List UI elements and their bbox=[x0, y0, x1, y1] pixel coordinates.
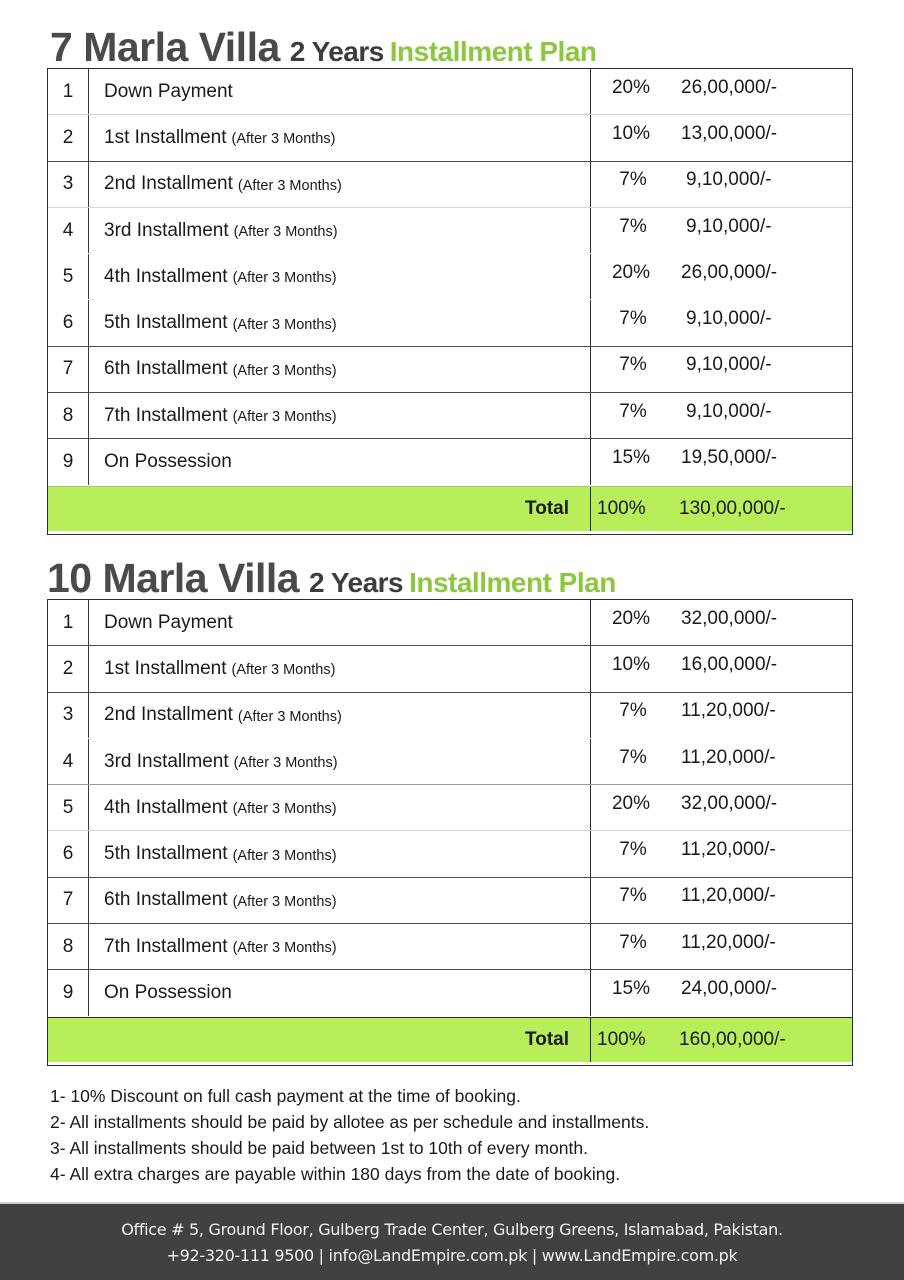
row-amount: 11,20,000/- bbox=[681, 700, 776, 722]
row-label: 2nd Installment bbox=[104, 173, 233, 195]
row-amount: 9,10,000/- bbox=[686, 169, 772, 191]
row-number: 5 bbox=[48, 785, 89, 830]
row-label: Down Payment bbox=[104, 611, 233, 633]
row-number: 4 bbox=[48, 739, 89, 784]
row-percent: 7% bbox=[619, 931, 647, 953]
table-row bbox=[48, 115, 852, 161]
row-description bbox=[89, 970, 591, 1015]
row-number: 8 bbox=[48, 924, 89, 969]
total-amount: 130,00,000/- bbox=[679, 497, 786, 519]
row-number: 1 bbox=[48, 600, 89, 645]
row-amount: 19,50,000/- bbox=[681, 447, 778, 469]
plan-title-label: Installment Plan bbox=[389, 36, 597, 67]
terms-notes bbox=[50, 1083, 649, 1187]
row-label: On Possession bbox=[104, 451, 232, 473]
row-label: Down Payment bbox=[104, 80, 233, 102]
row-amount: 9,10,000/- bbox=[686, 400, 772, 422]
row-percent: 7% bbox=[619, 885, 647, 907]
total-row bbox=[48, 486, 852, 531]
total-label: Total bbox=[48, 487, 591, 531]
row-number: 4 bbox=[48, 208, 89, 253]
row-note: (After 3 Months) bbox=[232, 362, 337, 379]
row-amount: 9,10,000/- bbox=[686, 308, 772, 330]
table-row bbox=[48, 924, 852, 970]
row-description bbox=[89, 162, 591, 207]
row-amount: 26,00,000/- bbox=[681, 261, 778, 283]
footer-address: Office # 5, Ground Floor, Gulberg Trade Center, Gulberg Greens, Islamabad, Pakistan. bbox=[121, 1220, 783, 1239]
row-note: (After 3 Months) bbox=[237, 177, 342, 194]
row-description bbox=[89, 208, 591, 253]
row-note: (After 3 Months) bbox=[231, 131, 336, 148]
row-amount: 9,10,000/- bbox=[686, 354, 772, 376]
total-label: Total bbox=[48, 1018, 591, 1062]
row-description bbox=[89, 69, 591, 114]
row-percent: 7% bbox=[619, 215, 647, 237]
total-amount: 160,00,000/- bbox=[679, 1028, 786, 1050]
row-number: 3 bbox=[48, 693, 89, 738]
row-percent: 20% bbox=[611, 792, 651, 814]
row-description bbox=[89, 785, 591, 830]
plan-title-7-marla bbox=[50, 24, 597, 71]
row-number: 7 bbox=[48, 347, 89, 392]
total-row bbox=[48, 1017, 852, 1062]
row-number: 1 bbox=[48, 69, 89, 114]
table-row bbox=[48, 208, 852, 254]
plan-title-size: 10 Marla Villa bbox=[47, 555, 300, 601]
table-row bbox=[48, 878, 852, 924]
row-number: 8 bbox=[48, 393, 89, 438]
row-number: 9 bbox=[48, 970, 89, 1015]
row-label: 5th Installment bbox=[104, 843, 228, 865]
plan-title-duration: 2 Years bbox=[309, 567, 404, 598]
table-row bbox=[48, 785, 852, 831]
row-note: (After 3 Months) bbox=[232, 893, 337, 910]
row-label: 1st Installment bbox=[104, 657, 227, 679]
row-amount: 13,00,000/- bbox=[681, 122, 778, 144]
row-label: 4th Installment bbox=[104, 265, 228, 287]
row-label: 4th Installment bbox=[104, 796, 228, 818]
row-number: 9 bbox=[48, 439, 89, 484]
row-description bbox=[89, 693, 591, 738]
plan-title-size: 7 Marla Villa bbox=[50, 24, 280, 70]
row-amount: 11,20,000/- bbox=[681, 839, 776, 861]
row-percent: 7% bbox=[619, 354, 647, 376]
row-percent: 7% bbox=[619, 308, 647, 330]
note-item: 2- All installments should be paid by allotee as per schedule and installments. bbox=[50, 1112, 650, 1132]
row-amount: 11,20,000/- bbox=[681, 931, 776, 953]
row-number: 6 bbox=[48, 831, 89, 876]
row-number: 6 bbox=[48, 300, 89, 345]
row-description bbox=[89, 878, 591, 923]
row-amount: 24,00,000/- bbox=[681, 978, 778, 1000]
table-row bbox=[48, 254, 852, 300]
row-label: 2nd Installment bbox=[104, 704, 233, 726]
row-number: 2 bbox=[48, 115, 89, 160]
row-percent: 10% bbox=[611, 653, 651, 675]
note-item: 4- All extra charges are payable within 180 days from the date of booking. bbox=[50, 1164, 621, 1184]
row-percent: 15% bbox=[611, 978, 651, 1000]
row-amount: 9,10,000/- bbox=[686, 215, 772, 237]
row-percent: 7% bbox=[619, 839, 647, 861]
row-note: (After 3 Months) bbox=[237, 708, 342, 725]
table-row bbox=[48, 439, 852, 485]
row-description bbox=[89, 600, 591, 645]
row-label: 1st Installment bbox=[104, 126, 227, 148]
plan-title-label: Installment Plan bbox=[409, 567, 616, 598]
row-percent: 20% bbox=[611, 607, 651, 629]
row-percent: 7% bbox=[619, 169, 647, 191]
table-row bbox=[48, 693, 852, 739]
row-description bbox=[89, 831, 591, 876]
row-description bbox=[89, 300, 591, 345]
row-note: (After 3 Months) bbox=[232, 801, 337, 818]
row-description bbox=[89, 254, 591, 299]
installment-table-10-marla bbox=[47, 599, 853, 1066]
row-description bbox=[89, 739, 591, 784]
table-row bbox=[48, 347, 852, 393]
footer-contact-bar bbox=[0, 1202, 904, 1280]
row-amount: 16,00,000/- bbox=[681, 653, 778, 675]
row-amount: 26,00,000/- bbox=[681, 76, 778, 98]
installment-table-7-marla bbox=[47, 68, 853, 535]
row-note: (After 3 Months) bbox=[232, 270, 337, 287]
row-amount: 32,00,000/- bbox=[681, 607, 778, 629]
table-row bbox=[48, 739, 852, 785]
row-number: 7 bbox=[48, 878, 89, 923]
row-number: 5 bbox=[48, 254, 89, 299]
row-description bbox=[89, 347, 591, 392]
row-note: (After 3 Months) bbox=[232, 940, 337, 957]
row-percent: 7% bbox=[619, 700, 647, 722]
row-label: 7th Installment bbox=[104, 935, 228, 957]
row-label: 3rd Installment bbox=[104, 219, 229, 241]
row-amount: 11,20,000/- bbox=[681, 885, 776, 907]
row-label: 3rd Installment bbox=[104, 750, 229, 772]
row-note: (After 3 Months) bbox=[233, 224, 338, 241]
row-label: 6th Installment bbox=[104, 358, 228, 380]
total-percent: 100% bbox=[597, 497, 646, 519]
total-percent: 100% bbox=[597, 1028, 646, 1050]
row-percent: 7% bbox=[619, 400, 647, 422]
row-note: (After 3 Months) bbox=[232, 847, 337, 864]
plan-title-duration: 2 Years bbox=[289, 36, 384, 67]
row-percent: 20% bbox=[611, 261, 651, 283]
table-row bbox=[48, 162, 852, 208]
row-number: 2 bbox=[48, 646, 89, 691]
table-row bbox=[48, 831, 852, 877]
plan-title-10-marla bbox=[47, 555, 616, 602]
row-description bbox=[89, 393, 591, 438]
table-row bbox=[48, 69, 852, 115]
row-number: 3 bbox=[48, 162, 89, 207]
row-label: 6th Installment bbox=[104, 889, 228, 911]
table-row bbox=[48, 393, 852, 439]
row-amount: 11,20,000/- bbox=[681, 746, 776, 768]
table-row bbox=[48, 300, 852, 346]
row-percent: 15% bbox=[611, 447, 651, 469]
row-description bbox=[89, 439, 591, 484]
row-percent: 10% bbox=[611, 122, 651, 144]
row-note: (After 3 Months) bbox=[231, 662, 336, 679]
row-label: On Possession bbox=[104, 982, 232, 1004]
row-description bbox=[89, 115, 591, 160]
table-row bbox=[48, 600, 852, 646]
row-note: (After 3 Months) bbox=[232, 409, 337, 426]
row-label: 5th Installment bbox=[104, 312, 228, 334]
row-amount: 32,00,000/- bbox=[681, 792, 778, 814]
table-row bbox=[48, 970, 852, 1016]
row-description bbox=[89, 924, 591, 969]
footer-contact: +92-320-111 9500 | info@LandEmpire.com.pk | www.LandEmpire.com.pk bbox=[166, 1246, 738, 1265]
row-description bbox=[89, 646, 591, 691]
row-note: (After 3 Months) bbox=[233, 755, 338, 772]
row-percent: 20% bbox=[611, 76, 651, 98]
row-label: 7th Installment bbox=[104, 404, 228, 426]
row-percent: 7% bbox=[619, 746, 647, 768]
note-item: 1- 10% Discount on full cash payment at the time of booking. bbox=[50, 1086, 521, 1106]
table-row bbox=[48, 646, 852, 692]
note-item: 3- All installments should be paid between 1st to 10th of every month. bbox=[50, 1138, 588, 1158]
row-note: (After 3 Months) bbox=[232, 316, 337, 333]
